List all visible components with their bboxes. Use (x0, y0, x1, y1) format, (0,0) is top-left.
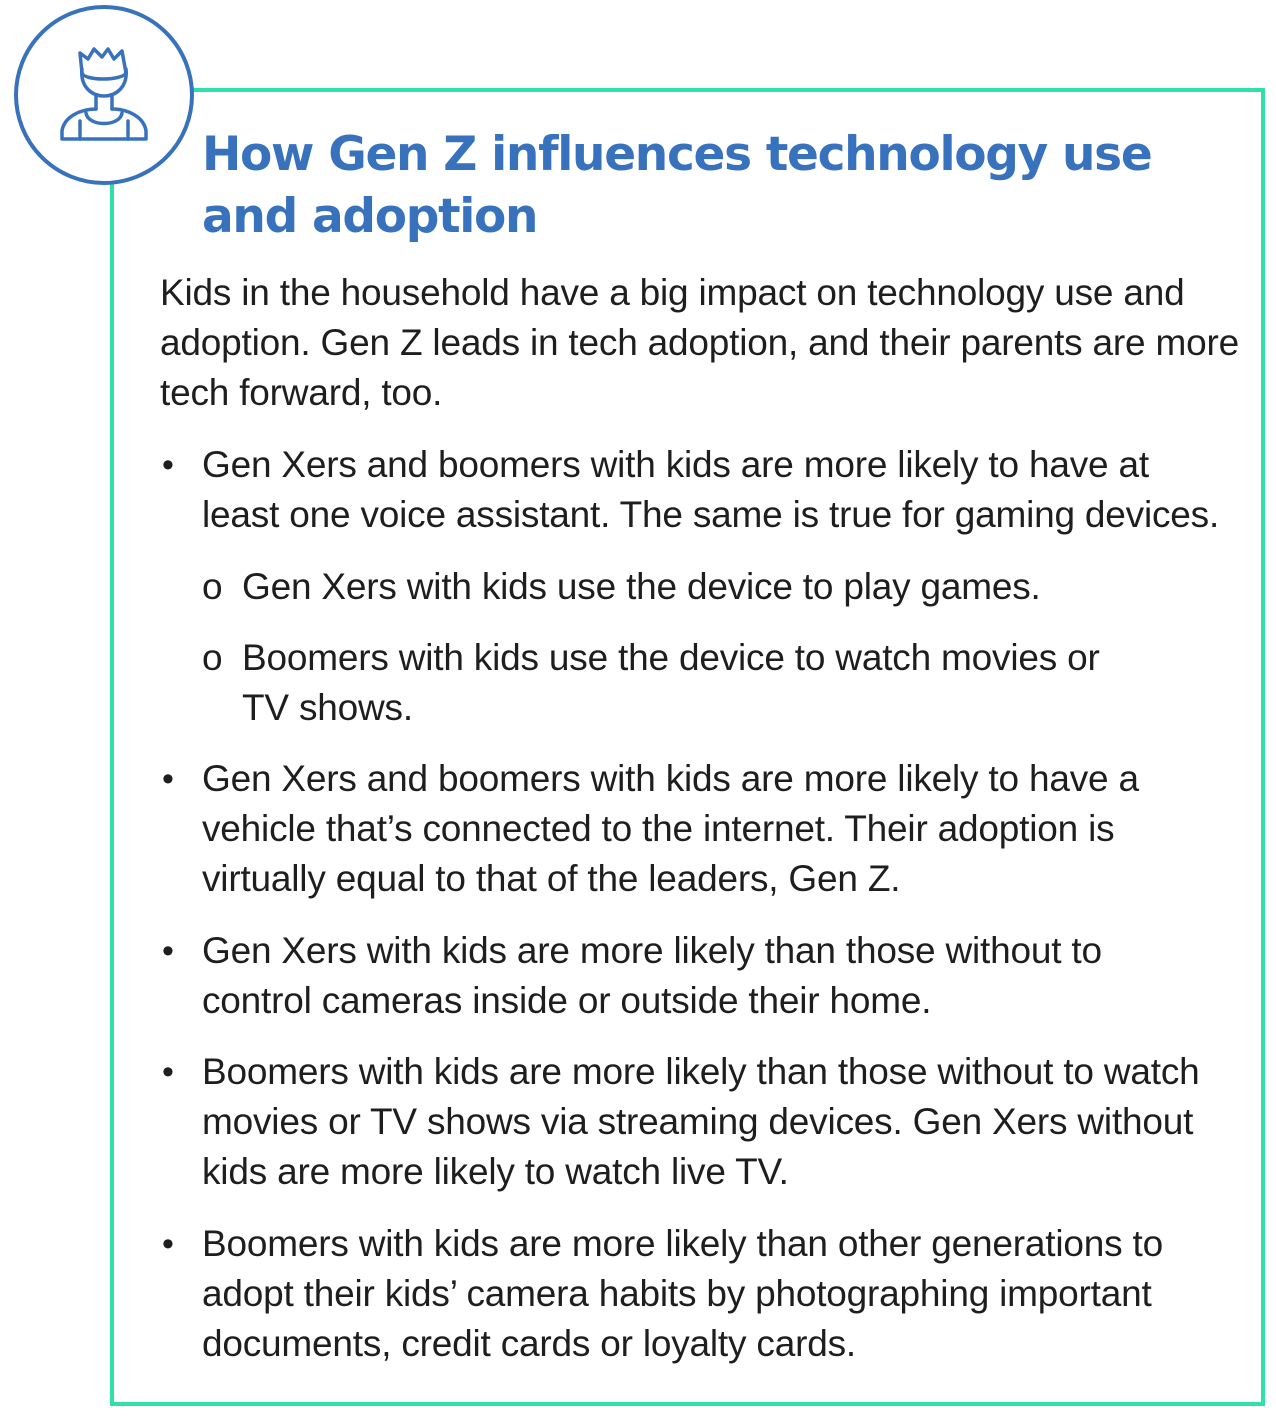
bullet-item: Gen Xers with kids are more likely than those without to control cameras inside or outside their home. (202, 930, 1102, 1021)
bullet-marker: • (162, 760, 174, 798)
sub-bullet-item: Gen Xers with kids use the device to play games. (242, 566, 1041, 607)
intro-paragraph: Kids in the household have a big impact on technology use and adoption. Gen Z leads in tech adoption, and their parents are more tech forward, too. (160, 272, 1239, 413)
avatar-badge (14, 5, 194, 185)
bullet-marker: • (162, 1225, 174, 1263)
page-title: How Gen Z influences technology use and adoption (202, 127, 1152, 244)
bullet-item: Boomers with kids are more likely than those without to watch movies or TV shows via streaming devices. Gen Xers without kids are more likely to watch live TV. (202, 1051, 1200, 1192)
bullet-item: Gen Xers and boomers with kids are more likely to have at least one voice assistant. The same is true for gaming devices. (202, 444, 1220, 535)
sub-bullet-item: Boomers with kids use the device to watch movies or TV shows. (242, 637, 1100, 728)
sub-bullet-marker: o (202, 637, 223, 678)
bullet-item: Boomers with kids are more likely than other generations to adopt their kids’ camera habits by photographing important documents, credit cards or loyalty cards. (202, 1223, 1163, 1364)
person-avatar-icon (18, 9, 190, 181)
bullet-marker: • (162, 932, 174, 970)
bullet-marker: • (162, 446, 174, 484)
bullet-item: Gen Xers and boomers with kids are more likely to have a vehicle that’s connected to the internet. Their adoption is virtually equal to that of the leaders, Gen Z. (202, 758, 1139, 899)
bullet-marker: • (162, 1053, 174, 1091)
sub-bullet-marker: o (202, 566, 223, 607)
